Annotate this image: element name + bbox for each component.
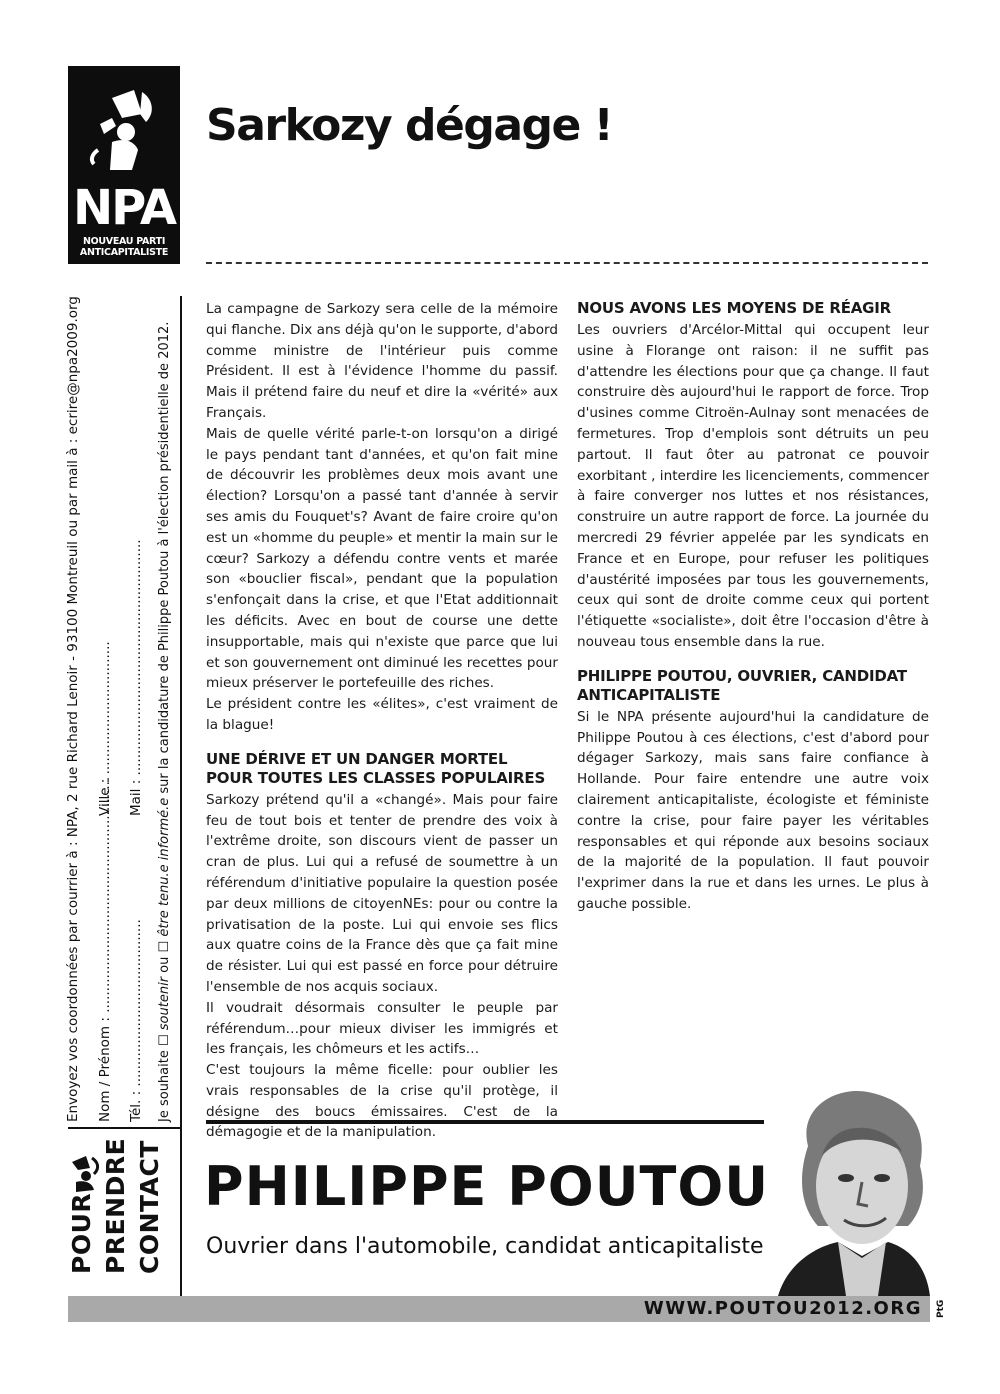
website-link[interactable]: WWW.POUTOU2012.ORG	[643, 1298, 922, 1319]
section-heading: NOUS AVONS LES MOYENS DE RÉAGIR	[577, 299, 892, 317]
footer-bar	[68, 1296, 930, 1322]
print-credit: PtG	[936, 1299, 946, 1318]
mail-field-label[interactable]: Mail : .......................................................	[128, 539, 144, 816]
article-column-left	[206, 299, 558, 1143]
article-paragraph: Sarkozy prétend qu'il a «changé». Mais pour faire feu de tout bois et tenter de prendre des voix à l'extrême droite, son discours vient de passer un cran de plus. Lui qui a refusé de soumettre à un référendum d'initiative populaire la question posée par deux millions de citoyenNEs: pour ou contre la privatisation de la poste. Lui qui envoie ses flics aux quatre coins de la France dès que ça fait mine de résister. Lui qui est passé en force pour détruire l'ensemble de nos acquis sociaux.	[206, 791, 558, 995]
contact-bottom-divider	[68, 1127, 180, 1129]
title-divider	[206, 262, 928, 264]
tel-field-label[interactable]: Tél. : .......................................	[128, 919, 144, 1122]
article-paragraph: Le président contre les «élites», c'est vraiment de la blague!	[206, 696, 558, 733]
logo-subtitle-line2: ANTICAPITALISTE	[79, 247, 169, 258]
wish-line	[156, 322, 174, 1122]
article-paragraph: La campagne de Sarkozy sera celle de la mémoire qui flanche. Dix ans déjà qu'on le supporte, d'abord comme ministre de l'intérieur puis comme Président. Il est à l'évidence l'homme du passif. Mais il prétend faire du neuf et dire la «vérité» aux Français.	[206, 301, 558, 421]
support-option-label: soutenir	[157, 976, 172, 1031]
cta-word-prendre: PRENDRE	[101, 1137, 130, 1274]
name-field-label[interactable]: Nom / Prénom : .......................................................	[97, 776, 113, 1122]
contact-instructions: Envoyez vos coordonnées par courrier à : NPA, 2 rue Richard Lenoir - 93100 Montreuil ou par mail à : ecrire@npa2009.org	[65, 296, 81, 1122]
article-column-right	[577, 299, 929, 915]
logo-subtitle	[68, 236, 180, 258]
section-heading: UNE DÉRIVE ET UN DANGER MORTEL POUR TOUTES LES CLASSES POPULAIRES	[206, 749, 546, 787]
article-paragraph: C'est toujours la même ficelle: pour oublier les vrais responsables de la crise qu'il protège, il désigne des boucs émissaires. C'est de la démagogie et de la manipulation.	[206, 1062, 558, 1141]
article-paragraph: Il voudrait désormais consulter le peuple par référendum…pour mieux diviser les immigrés et les français, les chômeurs et les actifs…	[206, 999, 558, 1058]
contact-column-divider	[180, 296, 182, 1296]
wish-prefix: Je souhaite	[157, 1050, 172, 1122]
candidate-name: PHILIPPE POUTOU	[204, 1155, 770, 1218]
article-paragraph: Si le NPA présente aujourd'hui la candidature de Philippe Poutou à ces élections, c'est d'abord pour dégager Sarkozy, mais sans faire confiance à Hollande. Pour faire entendre une autre voix clairement anticapitaliste, écologiste et féministe contre la crise, pour faire payer les véritables responsables et qui réponde aux besoins sociaux de la majorité de la population. Il faut pouvoir l'exprimer dans la rue et dans les urnes. Le plus à gauche possible.	[577, 708, 929, 912]
city-field-label[interactable]: Ville : ...............................	[97, 641, 113, 816]
candidate-portrait-photo	[778, 1086, 930, 1296]
megaphone-figure-icon	[66, 1154, 102, 1194]
page-title: Sarkozy dégage !	[206, 100, 613, 151]
article-paragraph: Les ouvriers d'Arcélor-Mittal qui occupent leur usine à Florange ont raison: il ne suffit pas d'attendre les élections pour que ça change. Il faut construire dès aujourd'hui le rapport de force. Trop d'usines comme Citroën-Aulnay sont menacées de fermetures. Trop d'emplois sont détruits un peu partout. Il faut ôter au patronat ce pouvoir exorbitant , interdire les licenciements, commencer à faire converger nos luttes et nos résistances, construire un autre rapport de force. La journée du mercredi 29 février appelée par les syndicats en France et en Europe, pour refuser les politiques d'austérité imposées par tous les gouvernements, ceux qui sont de droite comme ceux qui portent l'étiquette «socialiste», doit être l'occasion d'être à nouveau tous ensemble dans la rue.	[577, 322, 929, 650]
megaphone-figure-icon	[82, 84, 166, 174]
cta-word-contact: CONTACT	[135, 1140, 164, 1274]
section-heading: PHILIPPE POUTOU, OUVRIER, CANDIDAT ANTICAPITALISTE	[577, 666, 907, 704]
support-checkbox[interactable]: ☐	[157, 1034, 172, 1047]
article-paragraph: Mais de quelle vérité parle-t-on lorsqu'on a dirigé le pays pendant tant d'années, et qu'on fait mine de découvrir les problèmes deux mois avant une élection? Lorsqu'on a passé tant d'année à servir ses amis du Fouquet's? Avant de faire croire qu'on est un «homme du peuple» et mentir la main sur le cœur? Sarkozy a défendu contre vents et marée son «bouclier fiscal», pendant que la population s'enfonçait dans la crise, et que l'Etat additionnait les déficits. Avec en bout de course une dette insupportable, mais qui n'existe que parce que lui et son gouvernement ont diminué les recettes pour mieux préserver le portefeuille des riches.	[206, 425, 558, 692]
wish-or: ou	[157, 956, 172, 973]
informed-checkbox[interactable]: ☐	[157, 940, 172, 953]
contact-form	[60, 296, 180, 1132]
informed-option-label: être tenu.e informé.e	[157, 797, 172, 937]
npa-logo	[68, 66, 180, 264]
logo-name: NPA	[72, 180, 176, 236]
banner-divider	[206, 1120, 764, 1124]
logo-subtitle-line1: NOUVEAU PARTI	[82, 236, 166, 247]
contact-cta	[66, 1137, 176, 1280]
wish-suffix: sur la candidature de Philippe Poutou à l'élection présidentielle de 2012.	[157, 321, 172, 794]
candidate-subtitle: Ouvrier dans l'automobile, candidat anticapitaliste	[206, 1234, 764, 1259]
cta-word-pour: POUR	[67, 1192, 96, 1274]
